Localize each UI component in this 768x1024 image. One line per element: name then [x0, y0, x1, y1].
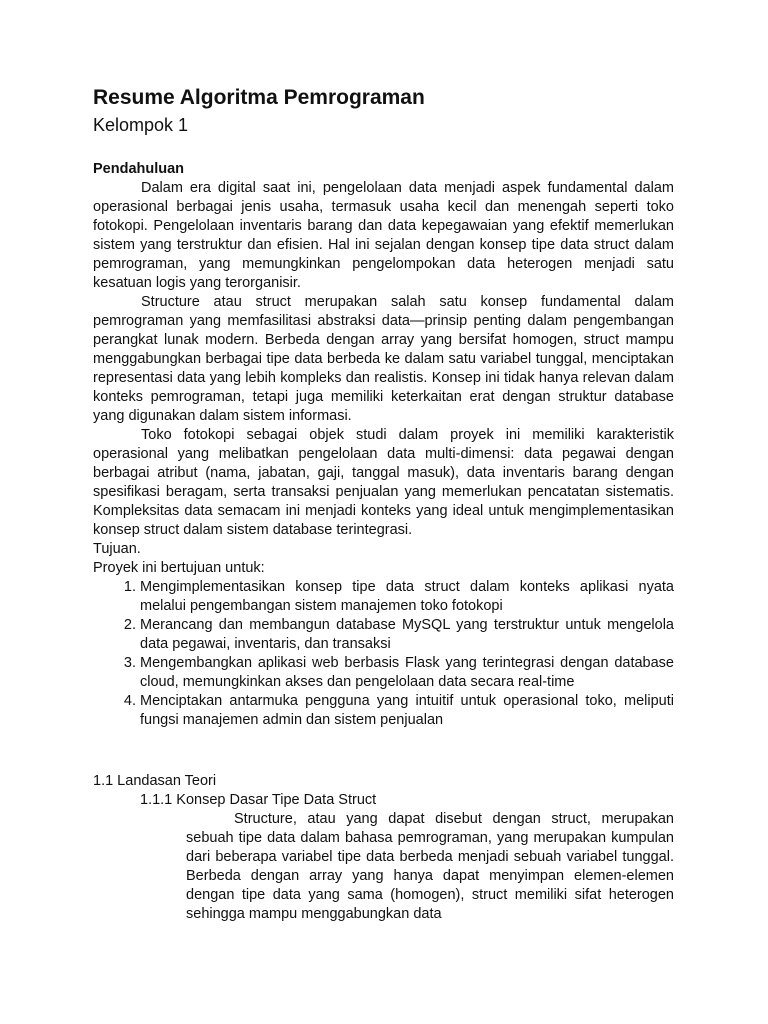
goal-item: 3. Mengembangkan aplikasi web berbasis Flask yang terintegrasi dengan database cloud, memungkinkan akses dan pengelolaan data secara real-time — [140, 654, 674, 692]
document-page — [93, 86, 674, 924]
goals-list — [93, 578, 674, 730]
document-subtitle: Kelompok 1 — [93, 115, 189, 135]
intro-paragraph: Structure atau struct merupakan salah satu konsep fundamental dalam pemrograman yang memfasilitasi abstraksi data—prinsip penting dalam pengembangan perangkat lunak modern. Berbeda dengan array yang bersifat homogen, struct mampu menggabungkan berbagai tipe data berbeda ke dalam satu variabel tunggal, menciptakan representasi data yang lebih kompleks dan realistis. Konsep ini tidak hanya relevan dalam konteks pemrograman, tetapi juga memiliki keterkaitan erat dengan struktur database yang digunakan dalam sistem informasi. — [93, 294, 674, 424]
goal-item: 1. Mengimplementasikan konsep tipe data struct dalam konteks aplikasi nyata melalui pengembangan sistem manajemen toko fotokopi — [140, 578, 674, 616]
goal-item: 4. Menciptakan antarmuka pengguna yang intuitif untuk operasional toko, meliputi fungsi manajemen admin dan sistem penjualan — [140, 692, 674, 730]
theory-subheading: 1.1.1 Konsep Dasar Tipe Data Struct — [140, 792, 377, 808]
document-title: Resume Algoritma Pemrograman — [93, 86, 425, 109]
goals-label: Tujuan. — [93, 541, 141, 557]
theory-paragraph: Structure, atau yang dapat disebut dengan struct, merupakan sebuah tipe data dalam bahasa pemrograman, yang merupakan kumpulan dari beberapa variabel tipe data berbeda menjadi sebuah variabel tunggal. Berbeda dengan array yang hanya dapat menyimpan elemen-elemen dengan tipe data yang sama (homogen), struct memiliki sifat heterogen sehingga mampu menggabungkan data — [186, 811, 674, 922]
goal-item: 2. Merancang dan membangun database MySQL yang terstruktur untuk mengelola data pegawai, inventaris, dan transaksi — [140, 616, 674, 654]
goals-lead: Proyek ini bertujuan untuk: — [93, 560, 265, 576]
intro-paragraph: Dalam era digital saat ini, pengelolaan data menjadi aspek fundamental dalam operasional berbagai jenis usaha, termasuk usaha kecil dan menengah seperti toko fotokopi. Pengelolaan inventaris barang dan data kepegawaian yang efektif memerlukan sistem yang terstruktur dan efisien. Hal ini sejalan dengan konsep tipe data struct dalam pemrograman, yang memungkinkan pengelompokan data heterogen menjadi satu kesatuan logis yang terorganisir. — [93, 180, 674, 291]
intro-heading: Pendahuluan — [93, 161, 185, 177]
intro-paragraph: Toko fotokopi sebagai objek studi dalam proyek ini memiliki karakteristik operasional yang melibatkan pengelolaan data multi-dimensi: data pegawai dengan berbagai atribut (nama, jabatan, gaji, tanggal masuk), data inventaris barang dengan spesifikasi beragam, serta transaksi penjualan yang memerlukan pencatatan sistematis. Kompleksitas data semacam ini menjadi konteks yang ideal untuk mengimplementasikan konsep struct dalam sistem database terintegrasi. — [93, 427, 674, 538]
theory-heading: 1.1 Landasan Teori — [93, 773, 217, 789]
